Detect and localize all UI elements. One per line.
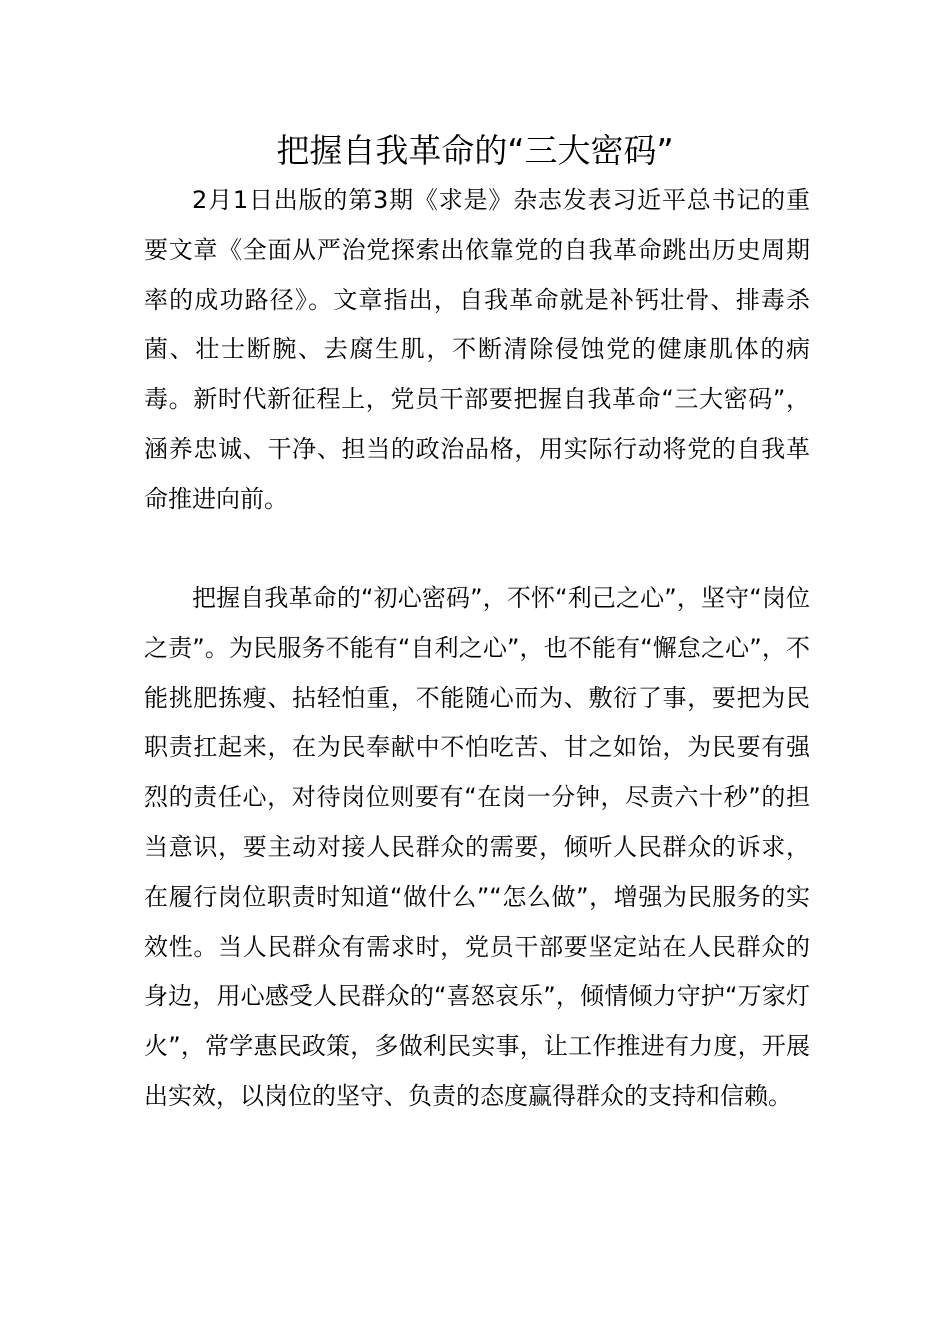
paragraph-intro: 2月1日出版的第3期《求是》杂志发表习近平总书记的重要文章《全面从严治党探索出依靠党的自我革命跳出历史周期率的成功路径》。文章指出，自我革命就是补钙壮骨、排毒杀菌、壮士断腕、去腐生肌，不断清除侵蚀党的健康肌体的病毒。新时代新征程上，党员干部要把握自我革命“三大密码”，涵养忠诚、干净、担当的政治品格，用实际行动将党的自我革命推进向前。 xyxy=(144,186,810,513)
paragraph-initial-heart-code: 把握自我革命的“初心密码”，不怀“利己之心”，坚守“岗位之责”。为民服务不能有“自利之心”，也不能有“懈怠之心”，不能挑肥拣瘦、拈轻怕重，不能随心而为、敷衍了事，要把为民职责扛起来，在为民奉献中不怕吃苦、甘之如饴，为民要有强烈的责任心，对待岗位则要有“在岗一分钟，尽责六十秒”的担当意识，要主动对接人民群众的需要，倾听人民群众的诉求，在履行岗位职责时知道“做什么”“怎么做”，增强为民服务的实效性。当人民群众有需求时，党员干部要坚定站在人民群众的身边，用心感受人民群众的“喜怒哀乐”，倾情倾力守护“万家灯火”，常学惠民政策，多做利民实事，让工作推进有力度，开展出实效，以岗位的坚守、负责的态度赢得群众的支持和信赖。 xyxy=(144,584,810,1110)
document-title: 把握自我革命的“三大密码” xyxy=(276,131,674,170)
